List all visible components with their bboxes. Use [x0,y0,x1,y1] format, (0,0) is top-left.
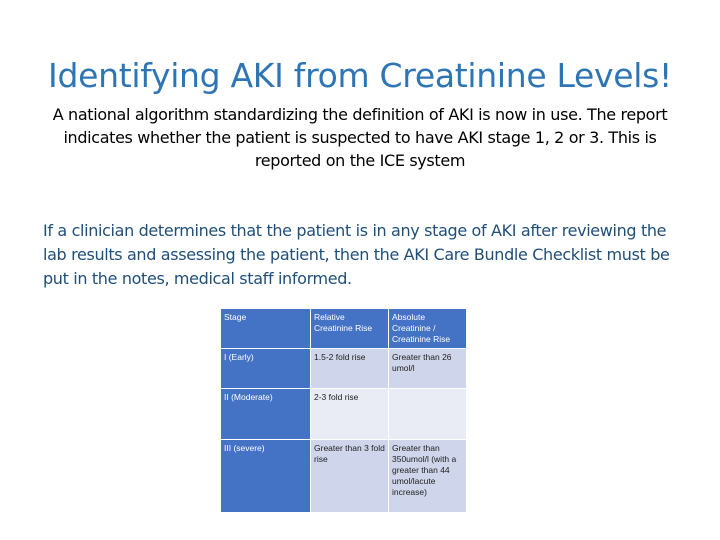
header-stage: Stage [221,309,311,349]
body-paragraph: If a clinician determines that the patient is in any stage of AKI after reviewing the lab results and assessing the patient, then the AKI Care Bundle Checklist must be put in the notes, medical staff informed. [43,221,670,288]
table-row [221,440,467,513]
absolute-rise-cell [389,389,467,440]
table-header-row [221,309,467,349]
relative-rise-cell: 2-3 fold rise [311,389,389,440]
slide-title: Identifying AKI from Creatinine Levels! [48,56,672,95]
aki-stage-table [220,308,467,513]
stage-cell: II (Moderate) [221,389,311,440]
relative-rise-cell: 1.5-2 fold rise [311,349,389,389]
table-row [221,389,467,440]
stage-cell: III (severe) [221,440,311,513]
header-relative-rise: Relative Creatinine Rise [311,309,389,349]
absolute-rise-cell: Greater than 350umol/l (with a greater than 44 umol/lacute increase) [389,440,467,513]
table-row [221,349,467,389]
absolute-rise-cell: Greater than 26 umol/l [389,349,467,389]
relative-rise-cell: Greater than 3 fold rise [311,440,389,513]
slide-subtitle: A national algorithm standardizing the definition of AKI is now in use. The report indicates whether the patient is suspected to have AKI stage 1, 2 or 3. This is reported on the ICE system [52,105,668,170]
header-absolute-rise: Absolute Creatinine / Creatinine Rise [389,309,467,349]
stage-cell: I (Early) [221,349,311,389]
